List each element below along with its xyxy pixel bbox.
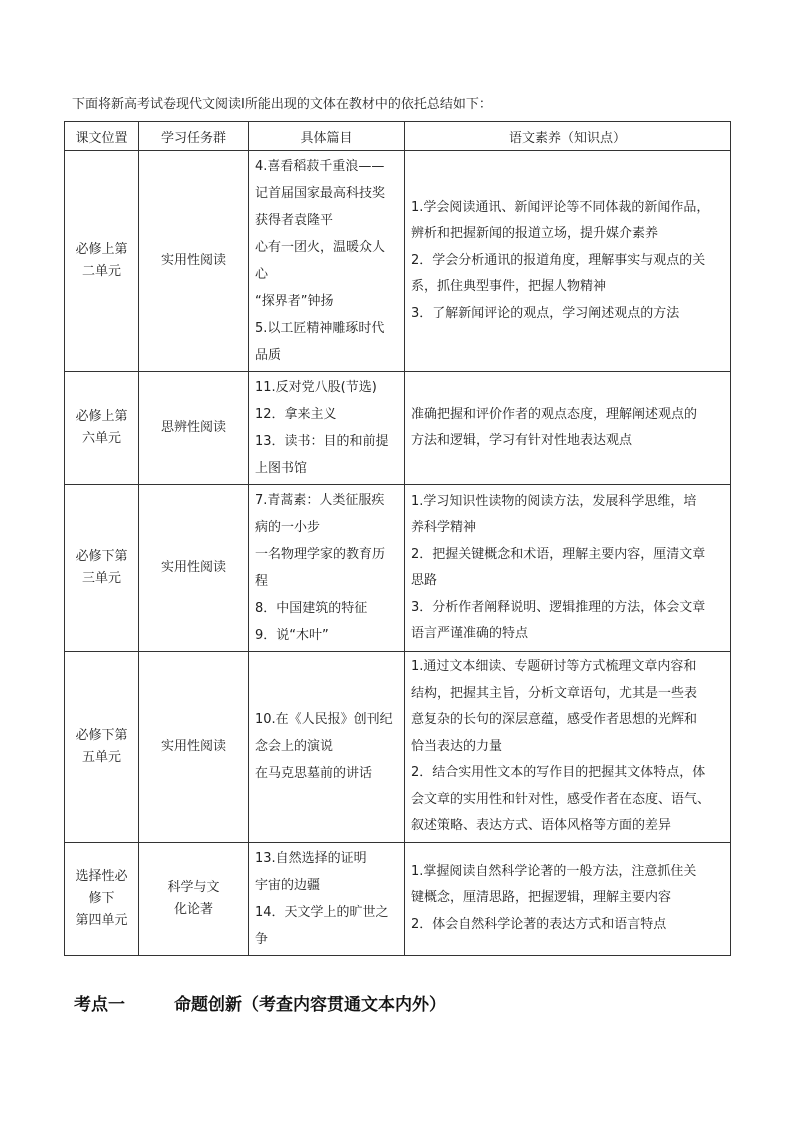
task-group-line: 实用性阅读 xyxy=(160,253,226,268)
table-row xyxy=(65,842,731,955)
articles-line: 品质 xyxy=(255,348,282,363)
location-line: 二单元 xyxy=(81,264,121,279)
literacy-line: 2．把握关键概念和术语，理解主要内容，厘清文章 xyxy=(411,546,706,562)
task-group-cell xyxy=(139,842,249,955)
literacy-line: 1.掌握阅读自然科学论著的一般方法，注意抓住关 xyxy=(411,863,697,879)
literacy-line: 方法和逻辑，学习有针对性地表达观点 xyxy=(411,433,633,448)
section-label: 考点一 xyxy=(74,995,125,1015)
articles-line: 14．天文学上的旷世之 xyxy=(255,904,389,920)
task-group-line: 化论著 xyxy=(173,901,213,917)
articles-line: 在马克思墓前的讲话 xyxy=(255,766,373,782)
articles-line: “探界者”钟扬 xyxy=(255,294,334,309)
literacy-line: 会文章的实用性和针对性，感受作者在态度、语气、 xyxy=(411,791,711,807)
table-row xyxy=(65,485,731,652)
literacy-line: 3．了解新闻评论的观点，学习阐述观点的方法 xyxy=(411,305,680,321)
literacy-line: 1.学习知识性读物的阅读方法，发展科学思维，培 xyxy=(411,493,697,509)
articles-line: 9．说“木叶” xyxy=(255,628,329,643)
task-group-cell xyxy=(139,652,249,843)
articles-cell xyxy=(249,372,405,485)
location-cell xyxy=(65,842,139,955)
articles-line: 宇宙的边疆 xyxy=(255,877,321,893)
articles-cell xyxy=(249,151,405,372)
articles-line: 病的一小步 xyxy=(255,520,321,535)
section-heading xyxy=(74,990,446,1015)
articles-line: 念会上的演说 xyxy=(255,739,334,755)
articles-line: 5.以工匠精神雕琢时代 xyxy=(255,321,385,336)
articles-line: 11.反对党八股(节选) xyxy=(255,380,377,395)
literacy-cell xyxy=(405,485,731,652)
articles-line: 心有一团火，温暖众人 xyxy=(255,240,386,255)
literacy-cell xyxy=(405,151,731,372)
location-line: 必修下第 xyxy=(75,549,128,564)
articles-line: 一名物理学家的教育历 xyxy=(255,547,386,562)
articles-cell xyxy=(249,842,405,955)
articles-line: 13．读书：目的和前提 xyxy=(255,434,389,449)
literacy-cell xyxy=(405,842,731,955)
articles-cell xyxy=(249,652,405,843)
header-articles: 具体篇目 xyxy=(249,122,405,151)
textbook-table xyxy=(64,121,731,956)
task-group-line: 思辨性阅读 xyxy=(160,420,226,435)
location-line: 三单元 xyxy=(81,571,121,586)
location-cell xyxy=(65,485,139,652)
literacy-line: 2．学会分析通讯的报道角度，理解事实与观点的关 xyxy=(411,252,706,268)
articles-line: 7.青蒿素：人类征服疾 xyxy=(255,493,385,508)
task-group-cell xyxy=(139,372,249,485)
literacy-line: 键概念，厘清思路，把握逻辑，理解主要内容 xyxy=(411,890,672,906)
section-title: 命题创新（考查内容贯通文本内外） xyxy=(174,995,446,1015)
literacy-line: 2．体会自然科学论著的表达方式和语言特点 xyxy=(411,916,667,932)
literacy-line: 3．分析作者阐释说明、逻辑推理的方法，体会文章 xyxy=(411,599,706,615)
articles-line: 12．拿来主义 xyxy=(255,407,337,422)
location-line: 第四单元 xyxy=(75,912,128,928)
literacy-line: 辨析和把握新闻的报道立场，提升媒介素养 xyxy=(411,226,659,242)
articles-line: 10.在《人民报》创刊纪 xyxy=(255,712,393,728)
articles-line: 记首届国家最高科技奖 xyxy=(255,186,386,201)
literacy-line: 叙述策略、表达方式、语体风格等方面的差异 xyxy=(411,818,672,833)
literacy-cell xyxy=(405,372,731,485)
articles-line: 4.喜看稻菽千重浪—— xyxy=(255,159,385,174)
literacy-cell xyxy=(405,652,731,843)
table-header-row xyxy=(65,122,731,151)
articles-line: 获得者袁隆平 xyxy=(255,213,334,228)
header-task-group: 学习任务群 xyxy=(139,122,249,151)
table-body xyxy=(65,151,731,956)
intro-text: 下面将新高考试卷现代文阅读Ⅰ所能出现的文体在教材中的依托总结如下： xyxy=(72,97,492,112)
literacy-line: 语言严谨准确的特点 xyxy=(411,626,529,641)
literacy-line: 思路 xyxy=(411,573,438,588)
literacy-line: 意复杂的长句的深层意蕴，感受作者思想的光辉和 xyxy=(411,712,698,727)
articles-line: 程 xyxy=(255,574,269,589)
location-cell xyxy=(65,652,139,843)
literacy-line: 1.学会阅读通讯、新闻评论等不同体裁的新闻作品， xyxy=(411,199,710,215)
articles-line: 13.自然选择的证明 xyxy=(255,850,367,866)
articles-line: 上图书馆 xyxy=(255,461,308,476)
task-group-cell xyxy=(139,485,249,652)
task-group-cell xyxy=(139,151,249,372)
location-line: 六单元 xyxy=(81,431,121,446)
literacy-line: 2．结合实用性文本的写作目的把握其文体特点，体 xyxy=(411,765,706,780)
header-literacy: 语文素养（知识点） xyxy=(405,122,731,151)
articles-line: 争 xyxy=(255,931,269,947)
literacy-line: 养科学精神 xyxy=(411,520,477,535)
table-row xyxy=(65,151,731,372)
location-line: 必修上第 xyxy=(75,242,128,257)
location-cell xyxy=(65,151,139,372)
articles-line: 8．中国建筑的特征 xyxy=(255,601,368,616)
task-group-line: 实用性阅读 xyxy=(160,560,226,575)
table-row xyxy=(65,652,731,843)
location-line: 必修上第 xyxy=(75,409,128,424)
location-line: 修下 xyxy=(88,890,115,906)
articles-cell xyxy=(249,485,405,652)
task-group-line: 科学与文 xyxy=(167,879,220,895)
header-location: 课文位置 xyxy=(65,122,139,151)
task-group-line: 实用性阅读 xyxy=(160,738,226,754)
location-line: 五单元 xyxy=(81,749,121,765)
literacy-line: 准确把握和评价作者的观点态度，理解阐述观点的 xyxy=(411,406,698,422)
location-line: 必修下第 xyxy=(75,727,128,743)
literacy-line: 结构，把握其主旨，分析文章语句，尤其是一些表 xyxy=(411,685,698,701)
literacy-line: 系，抓住典型事件，把握人物精神 xyxy=(411,279,607,295)
location-line: 选择性必 xyxy=(75,868,128,884)
literacy-line: 1.通过文本细读、专题研讨等方式梳理文章内容和 xyxy=(411,659,697,674)
table-row xyxy=(65,372,731,485)
location-cell xyxy=(65,372,139,485)
literacy-line: 恰当表达的力量 xyxy=(411,738,503,754)
articles-line: 心 xyxy=(255,267,269,282)
